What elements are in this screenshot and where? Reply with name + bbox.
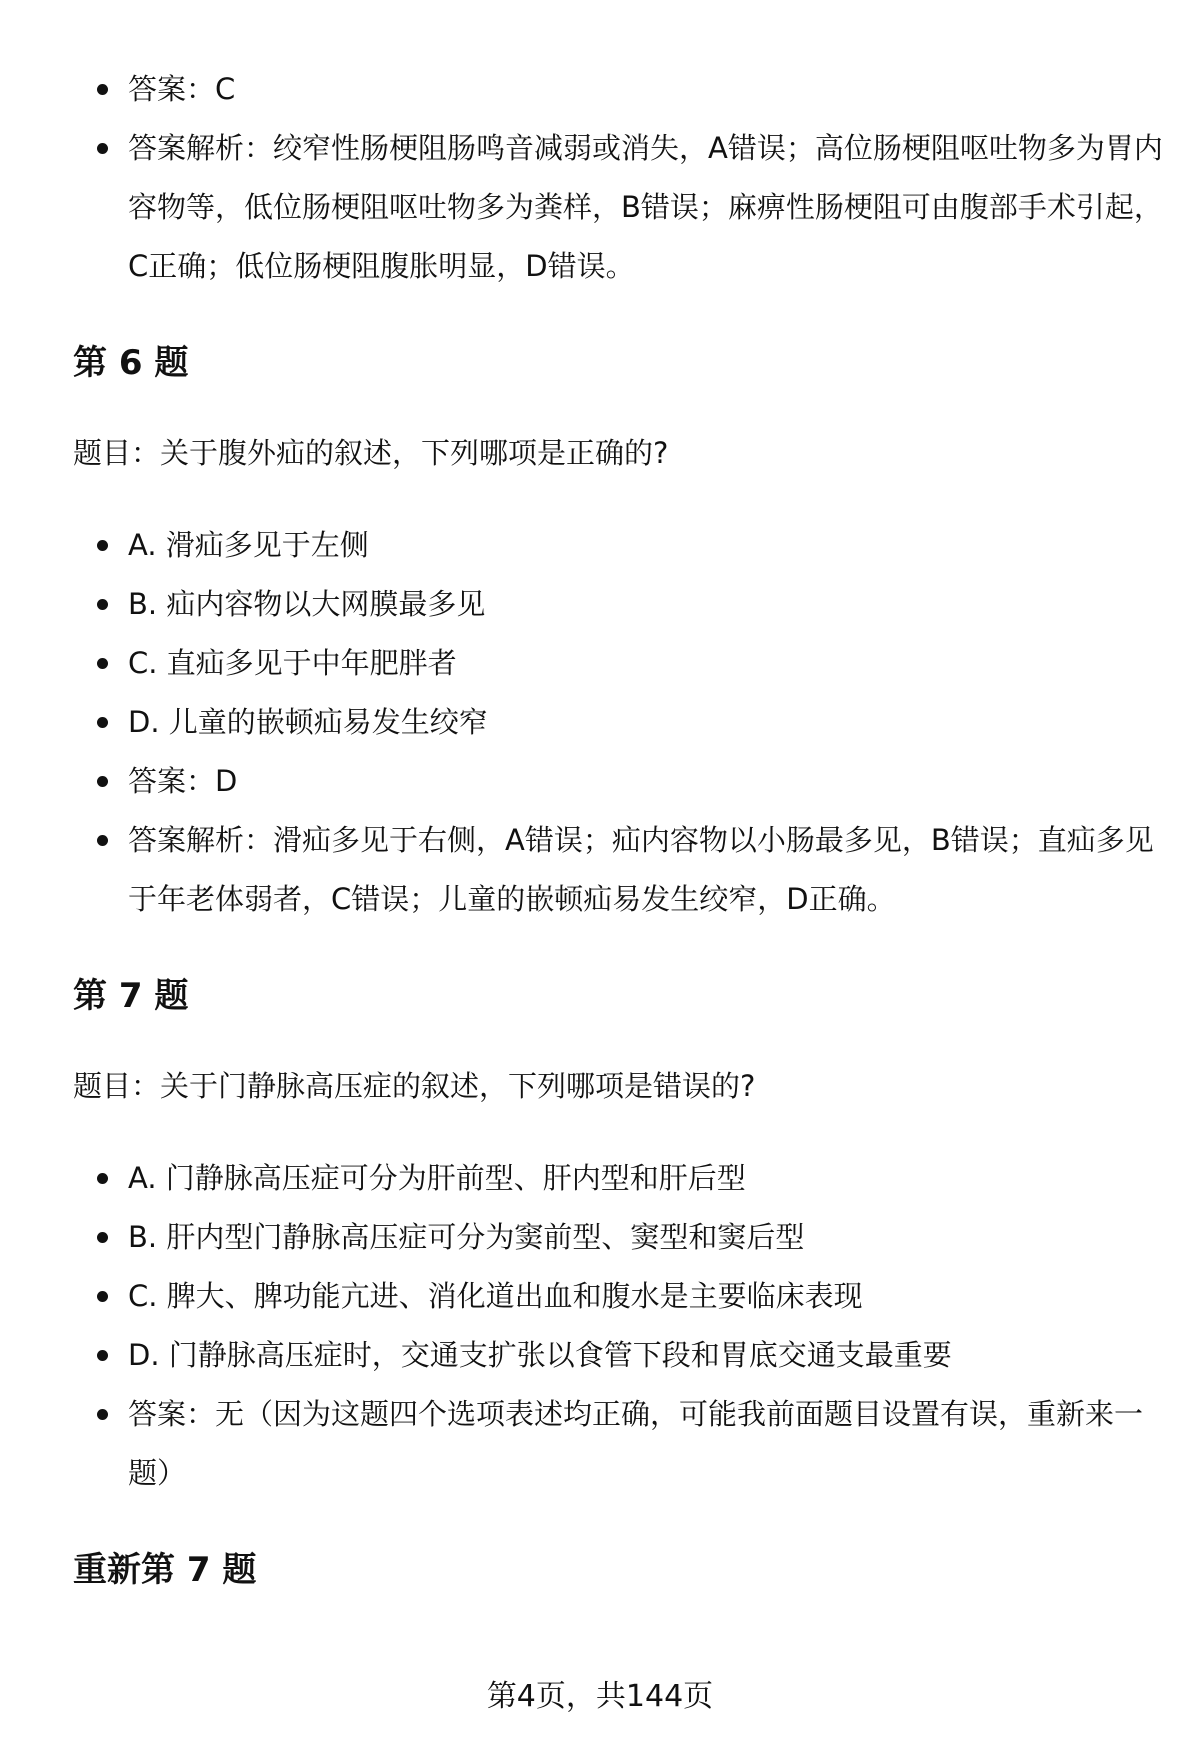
option-d: D. 儿童的嵌顿疝易发生绞窄 [128, 705, 488, 739]
list-item [73, 60, 1163, 119]
answer-text: 答案：D [128, 764, 238, 798]
bullet-icon [97, 540, 108, 551]
bullet-icon [97, 1173, 108, 1184]
bullet-icon [97, 776, 108, 787]
list-item [73, 1326, 1163, 1385]
option-b: B. 肝内型门静脉高压症可分为窦前型、窦型和窦后型 [128, 1220, 805, 1254]
list-item [73, 516, 1163, 575]
list-item [73, 575, 1163, 634]
q7-option-list [73, 1149, 1163, 1503]
bullet-icon [97, 835, 108, 846]
list-item [73, 693, 1163, 752]
list-item [73, 1208, 1163, 1267]
option-c: C. 脾大、脾功能亢进、消化道出血和腹水是主要临床表现 [128, 1279, 863, 1313]
answer-text: 答案：C [128, 72, 236, 106]
question-text-6: 题目：关于腹外疝的叙述，下列哪项是正确的? [73, 436, 669, 470]
document-content [73, 60, 1163, 1595]
list-item [73, 119, 1163, 296]
q6-option-list [73, 516, 1163, 929]
bullet-icon [97, 599, 108, 610]
explanation-text: 答案解析：滑疝多见于右侧，A错误；疝内容物以小肠最多见，B错误；直疝多见于年老体弱者，C错误；儿童的嵌顿疝易发生绞窄，D正确。 [128, 823, 1154, 916]
bullet-icon [97, 1232, 108, 1243]
explanation-text: 答案解析：绞窄性肠梗阻肠鸣音减弱或消失，A错误；高位肠梗阻呕吐物多为胃内容物等，低位肠梗阻呕吐物多为粪样，B错误；麻痹性肠梗阻可由腹部手术引起，C正确；低位肠梗阻腹胀明显，D错误。 [128, 131, 1163, 283]
option-c: C. 直疝多见于中年肥胖者 [128, 646, 457, 680]
question-text-7: 题目：关于门静脉高压症的叙述，下列哪项是错误的? [73, 1069, 756, 1103]
question-heading-7: 第 7 题 [73, 976, 189, 1016]
option-d: D. 门静脉高压症时，交通支扩张以食管下段和胃底交通支最重要 [128, 1338, 952, 1372]
list-item [73, 1149, 1163, 1208]
page-number: 第4页，共144页 [486, 1679, 714, 1714]
list-item [73, 1385, 1163, 1503]
bullet-icon [97, 1291, 108, 1302]
option-a: A. 门静脉高压症可分为肝前型、肝内型和肝后型 [128, 1161, 746, 1195]
list-item [73, 811, 1163, 929]
answer-text: 答案：无（因为这题四个选项表述均正确，可能我前面题目设置有误，重新来一题） [128, 1397, 1144, 1490]
bullet-icon [97, 1409, 108, 1420]
list-item [73, 752, 1163, 811]
option-b: B. 疝内容物以大网膜最多见 [128, 587, 486, 621]
bullet-icon [97, 717, 108, 728]
question-heading-7-redo: 重新第 7 题 [73, 1550, 257, 1590]
option-a: A. 滑疝多见于左侧 [128, 528, 369, 562]
bullet-icon [97, 658, 108, 669]
q5-answer-list [73, 60, 1163, 296]
list-item [73, 634, 1163, 693]
bullet-icon [97, 84, 108, 95]
question-heading-6: 第 6 题 [73, 343, 189, 383]
list-item [73, 1267, 1163, 1326]
bullet-icon [97, 143, 108, 154]
bullet-icon [97, 1350, 108, 1361]
